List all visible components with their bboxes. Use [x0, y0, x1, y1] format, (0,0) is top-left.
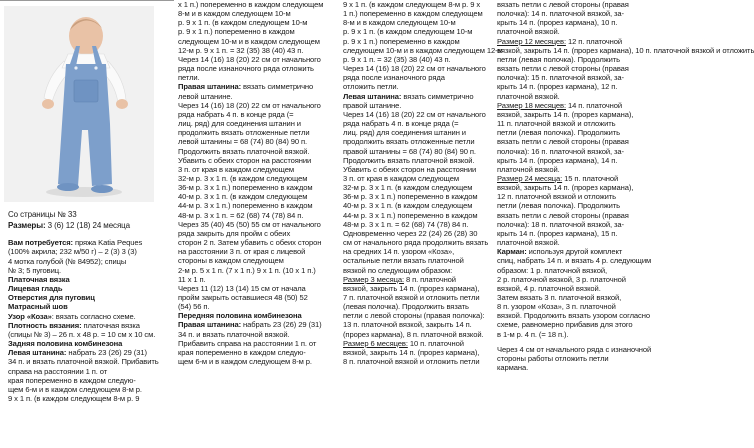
- text-line: 2 р. платочной вязкой, 3 р. платочной: [497, 274, 626, 284]
- col3-block-d: [343, 348, 501, 366]
- col4-block-c: [497, 110, 659, 174]
- text-line: (54) 56 п.: [178, 302, 210, 312]
- col2-block-b: [178, 92, 338, 312]
- text-line: края попеременно в каждом следую-: [178, 347, 306, 357]
- text-line: левой штанины = 68 (74) 80 (84) 90 п.: [178, 137, 308, 147]
- right-leg-line: Правая штанина: вязать симметрично: [178, 82, 314, 92]
- sizes-line: [8, 221, 168, 230]
- text-line: р. 9 х 1 п. (в каждом следующем 10-м: [343, 27, 473, 37]
- text-line: ряда после изнаночного ряда отложить: [178, 64, 314, 74]
- text-line: 12-м р. 9 х 1 п. = 32 (35) 38 (40) 43 п.: [178, 45, 304, 55]
- size3-line: Размер 3 месяца: 8 п. платочной: [343, 274, 456, 284]
- text-line: Затем вязать 3 п. платочной вязкой,: [497, 293, 622, 302]
- right-leg-label: Правая штанина:: [178, 82, 242, 92]
- col4-block-e: [497, 256, 659, 372]
- text-line: 3 п. от края в каждом следующем: [178, 164, 294, 174]
- text-line: платочной вязкой.: [497, 27, 560, 37]
- size18-line: Размер 18 месяцев: 14 п. платочной: [497, 100, 623, 110]
- need-line: № 3; 5 пуговиц.: [8, 265, 62, 275]
- text-line: Через 14 (16) 18 (20) 22 см от начального: [178, 100, 321, 110]
- size12-label: Размер 12 месяцев:: [497, 36, 566, 46]
- text-line: 11 х 1 п.: [178, 274, 206, 284]
- text-line: на расстоянии 3 п. от края с лицевой: [178, 247, 306, 257]
- size6-line: Размер 6 месяцев: 10 п. платочной: [343, 338, 464, 348]
- text-line: 48-м р. 3 х 1 п. = 62 (68) 74 (78) 84 п.: [178, 210, 304, 220]
- density-label: Плотность вязания:: [8, 320, 82, 330]
- text-line: вязкой, закрыть 14 п. (прорез кармана),: [497, 183, 634, 193]
- col3-block-a: [343, 0, 501, 92]
- text-line: (прорез кармана), 8 п. платочной вязкой.: [343, 329, 484, 339]
- left-leg-label: Левая штанина:: [8, 348, 67, 358]
- from-page: Со страницы № 33: [8, 210, 77, 219]
- text-line: 8 п. платочной вязкой и отложить петли: [343, 357, 480, 367]
- text-line: 8-м и в каждом следующем 10-м: [343, 18, 456, 28]
- size3-label: Размер 3 месяца:: [343, 274, 404, 284]
- text-line: 2-м р. 5 х 1 п. (7 х 1 п.) 9 х 1 п. (10 х 1 п.): [178, 265, 316, 275]
- pocket-line: Карман: используя другой комплект: [497, 247, 623, 257]
- text-line: лиц. ряд) для соединения штанин и: [343, 128, 466, 138]
- koza-label: Узор «Коза»: [8, 311, 52, 321]
- density-line: Плотность вязания: платочная вязка: [8, 320, 140, 330]
- text-line: х 1 п.) попеременно в каждом следующем: [178, 0, 324, 9]
- size6-label: Размер 6 месяцев:: [343, 338, 408, 348]
- text-line: левой штанине.: [178, 91, 233, 101]
- left-leg-line: Левая штанина: вязать симметрично: [343, 91, 474, 101]
- need-line: 4 мотка голубой (№ 84952); спицы: [8, 256, 127, 266]
- column-1: Со страницы № 33 Размеры: 3 (6) 12 (18) 24 месяца Вам потребуется: пряжа Katia Peques (100% акрила; 232 м/50 г) – 2 (3) 3 (3) 4 мотка голубой (№ 84952); спицы № 3; 5 пуговиц. Платочная вязка Лицевая гладь Отверстия для пуговиц Матрасный шов Узор «Коза»: вязать согласно схеме. Плотность вязания: платочная вязка (спицы № 3) – 26 п. х 48 р. = 10 см х 10 см. Задняя половина комбинезона Левая штанина: набрать 23 (26) 29 (31) 34 п. и вязать платочной вязкой. Прибавить справа на расстоянии 1 п. от края попеременно в каждом следую- щем 6-м и в каждом следующем 8-м р. 9 х 1 п. (в каждом следующем 8-м р. 9: [4, 0, 162, 448]
- text-line: 12 п. платочной вязкой и отложить: [497, 192, 617, 202]
- heading-otverstiya: Отверстия для пуговиц: [8, 293, 95, 303]
- size24-label: Размер 24 месяца:: [497, 173, 563, 183]
- text-line: Убавить с обеих сторон на расстоянии: [343, 164, 477, 174]
- text-line: 40-м р. 3 х 1 п. (в каждом следующем: [343, 201, 473, 211]
- text-line: вязкой, закрыть 14 п. (прорез кармана),: [497, 109, 634, 119]
- need-line: (100% акрила; 232 м/50 г) – 2 (3) 3 (3): [8, 247, 137, 257]
- heading-litsevaya: Лицевая гладь: [8, 284, 63, 294]
- text-line: 8 п. узором «Коза», 3 п. платочной: [497, 302, 616, 312]
- density-line: (спицы № 3) – 26 п. х 48 р. = 10 см х 10 см.: [8, 329, 156, 339]
- text-line: сторон 2 п. Затем убавить с обеих сторон: [178, 238, 322, 248]
- text-line: 3 п. от края в каждом следующем: [343, 173, 459, 183]
- heading-matrasny: Матрасный шов: [8, 302, 68, 312]
- text-line: полочка): 16 п. платочной вязкой, за-: [497, 146, 624, 156]
- text-line: стороны в каждом следующем: [178, 256, 284, 266]
- text-line: Продолжить вязать платочной вязкой.: [178, 146, 310, 156]
- col4-block-b: [497, 45, 754, 101]
- text-line: правой штанине.: [343, 100, 402, 110]
- text-line: продолжить вязать отложенные петли: [343, 137, 475, 147]
- text-line: образом: 1 р. платочной вязкой,: [497, 265, 607, 275]
- text-line: Через 14 (16) 18 (20) 22 см от начального: [343, 109, 486, 119]
- text-line: вязкой, 4 р. платочной вязкой.: [497, 283, 601, 293]
- column-3: [343, 0, 501, 448]
- front-leg-line: Правая штанина: набрать 23 (26) 29 (31): [178, 320, 322, 330]
- text-line: ряда закрыть для пройм с обеих: [178, 228, 291, 238]
- text-line: Через 14 (16) 18 (20) 22 см от начального: [178, 54, 321, 64]
- text-line: крыть 14 п. (прорез кармана), 15 п.: [497, 228, 618, 238]
- text-line: 1 п.) попеременно в каждом следующем: [343, 9, 483, 19]
- text-line: правой штанины = 68 (74) 80 (84) 90 п.: [343, 146, 476, 156]
- text-line: вязкой, закрыть 14 п. (прорез кармана),: [343, 283, 480, 293]
- text-line: пройм закрыть оставшиеся 48 (50) 52: [178, 293, 308, 302]
- text-line: остальные петли вязать платочной: [343, 256, 464, 266]
- size24-line: Размер 24 месяца: 15 п. платочной: [497, 173, 619, 183]
- text-line: Через 11 (12) 13 (14) 15 см от начала: [178, 283, 306, 293]
- front-heading: Передняя половина комбинезона: [178, 311, 302, 321]
- text-line: 44-м р. 3 х 1 п.) попеременно в каждом: [178, 201, 313, 211]
- text-line: Прибавить справа на расстоянии 1 п. от: [178, 338, 317, 348]
- text-line: следующем 10-м и в каждом следующем: [178, 36, 320, 46]
- text-line: вязкой, закрыть 14 п. (прорез кармана),: [343, 347, 480, 357]
- text-line: 36-м р. 3 х 1 п.) попеременно в каждом: [178, 183, 313, 193]
- text-line: петли (левая полочка). Продолжить: [497, 54, 621, 64]
- heading-platochnaya: Платочная вязка: [8, 274, 70, 284]
- column-2: [178, 0, 338, 448]
- col3-block-c: [343, 284, 501, 339]
- text-line: крыть 14 п. (прорез кармана), 14 п.: [497, 155, 618, 165]
- text-line: вязать петли с левой стороны (правая: [497, 0, 629, 9]
- text-line: платочной вязкой.: [497, 238, 560, 248]
- col2-block-a: [178, 0, 338, 82]
- text-line: полочка): 15 п. платочной вязкой, за-: [497, 73, 624, 83]
- front-leg-label: Правая штанина:: [178, 320, 242, 330]
- text-line: кармана.: [497, 363, 529, 373]
- text-line: в 1-м р. 4 п. (= 18 п.).: [497, 329, 569, 339]
- col2-block-c: [178, 330, 338, 367]
- col3-block-b: [343, 101, 501, 275]
- text-line: р. 9 х 1 п.) попеременно в каждом: [178, 27, 295, 37]
- text-line: 32-м р. 3 х 1 п. (в каждом следующем: [178, 173, 308, 183]
- text-line: 36-м р. 3 х 1 п.) попеременно в каждом: [343, 192, 478, 202]
- text-line: Одновременно через 22 (24) 26 (28) 30: [343, 228, 478, 238]
- text-line: Убавить с обеих сторон на расстоянии: [178, 155, 312, 165]
- text-line: полочка): 18 п. платочной вязкой, за-: [497, 219, 624, 229]
- text-line: ряда набрать 4 п. в конце ряда (=: [343, 119, 459, 129]
- text-line: р. 9 х 1 п. = 32 (35) 38 (40) 43 п.: [343, 54, 451, 64]
- size12-line: Размер 12 месяцев: 12 п. платочной: [497, 36, 623, 46]
- text-line: ряда набрать 4 п. в конце ряда (=: [178, 109, 294, 119]
- text-line: вязать петли с левой стороны (правая: [497, 137, 629, 147]
- text-line: (левая полочка). Продолжить вязать: [343, 302, 469, 312]
- sizes-value: 3 (6) 12 (18) 24 месяца: [45, 221, 131, 231]
- text-line: 32-м р. 3 х 1 п. (в каждом следующем: [343, 183, 473, 193]
- text-line: р. 9 х 1 п. (в каждом следующем 10-м: [178, 18, 308, 28]
- text-line: полочка): 14 п. платочной вязкой, за-: [497, 9, 624, 19]
- left-leg-line: Левая штанина: набрать 23 (26) 29 (31): [8, 348, 147, 358]
- text-line: лиц. ряд) для соединения штанин и: [178, 119, 301, 129]
- text-line: ряда после изнаночного ряда: [343, 73, 445, 83]
- col4-block-d: [497, 183, 659, 247]
- text-line: петли с левой стороны (правая полочка):: [343, 311, 485, 321]
- text-line: 7 п. платочной вязкой и отложить петли: [343, 293, 480, 302]
- text-line: вязкой. Продолжить вязать узором согласно: [497, 311, 650, 321]
- left-leg-label-2: Левая штанина:: [343, 91, 402, 101]
- text-line: следующем 10-м и в каждом следующем 12-м: [343, 45, 503, 55]
- text-line: щем 6-м и в каждом следующем 8-м р.: [178, 357, 312, 367]
- text-line: 13 п. платочной вязкой, закрыть 14 п.: [343, 320, 472, 330]
- text-line: 9 х 1 п. (в каждом следующем 8-м р. 9 х: [343, 0, 481, 9]
- col4-block-a: [497, 0, 659, 37]
- need-label: Вам потребуется:: [8, 238, 73, 248]
- text-line: вязкой по следующим образом:: [343, 265, 453, 275]
- text-line: р. 9 х 1 п.) попеременно в каждом: [343, 36, 460, 46]
- text-line: отложить петли.: [343, 82, 399, 92]
- text-line: крыть 14 п. (прорез кармана), 10 п.: [497, 18, 618, 28]
- text-line: Через 14 (16) 18 (20) 22 см от начального: [343, 64, 486, 74]
- text-line: 48-м р. 3 х 1 п. = 62 (68) 74 (78) 84 п.: [343, 219, 469, 229]
- text-line: петли.: [178, 73, 200, 83]
- text-line: Продолжить вязать платочной вязкой.: [343, 155, 475, 165]
- text-line: 44-м р. 3 х 1 п.) попеременно в каждом: [343, 210, 478, 220]
- text-line: петли (левая полочка). Продолжить: [497, 201, 621, 211]
- text-line: 8-м и в каждом следующем 10-м: [178, 9, 291, 19]
- text-line: на средних 14 п. узором «Коза»,: [343, 247, 455, 257]
- size18-label: Размер 18 месяцев:: [497, 100, 566, 110]
- text-line: продолжить вязать отложенные петли: [178, 128, 310, 138]
- text-line: платочной вязкой.: [497, 164, 560, 174]
- text-line: 11 п. платочной вязкой и отложить: [497, 119, 616, 129]
- text-line: петли (левая полочка). Продолжить: [497, 128, 621, 138]
- text-line: схеме, равномерно прибавив для этого: [497, 320, 633, 330]
- sizes-label: Размеры:: [8, 221, 46, 231]
- text-line: 40-м р. 3 х 1 п. (в каждом следующем: [178, 192, 308, 202]
- text-line: стороны работы отложить петли: [497, 353, 609, 363]
- text-line: 34 п. и вязать платочной вязкой.: [178, 329, 290, 339]
- pocket-label: Карман:: [497, 247, 527, 257]
- text-line: вязкой, закрыть 14 п. (прорез кармана), 10 п. платочной вязкой и отложить: [497, 45, 754, 55]
- text-line: см от начального ряда продолжить вязать: [343, 238, 489, 248]
- need-line: Вам потребуется: пряжа Katia Peques: [8, 238, 143, 248]
- text-line: крыть 14 п. (прорез кармана), 12 п.: [497, 82, 618, 92]
- text-line: Через 4 см от начального ряда с изнаночной: [497, 344, 652, 354]
- koza-line: Узор «Коза»: вязать согласно схеме.: [8, 311, 136, 321]
- column-4: [497, 0, 754, 448]
- text-line: спиц, набрать 14 п. и вязать 4 р. следующим: [497, 256, 652, 266]
- text-line: вязать петли с левой стороны (правая: [497, 210, 629, 220]
- text-line: платочной вязкой.: [497, 91, 560, 101]
- text-line: вязать петли с левой стороны (правая: [497, 64, 629, 74]
- text-line: Через 35 (40) 45 (50) 55 см от начального: [178, 219, 321, 229]
- back-heading: Задняя половина комбинезона: [8, 339, 123, 349]
